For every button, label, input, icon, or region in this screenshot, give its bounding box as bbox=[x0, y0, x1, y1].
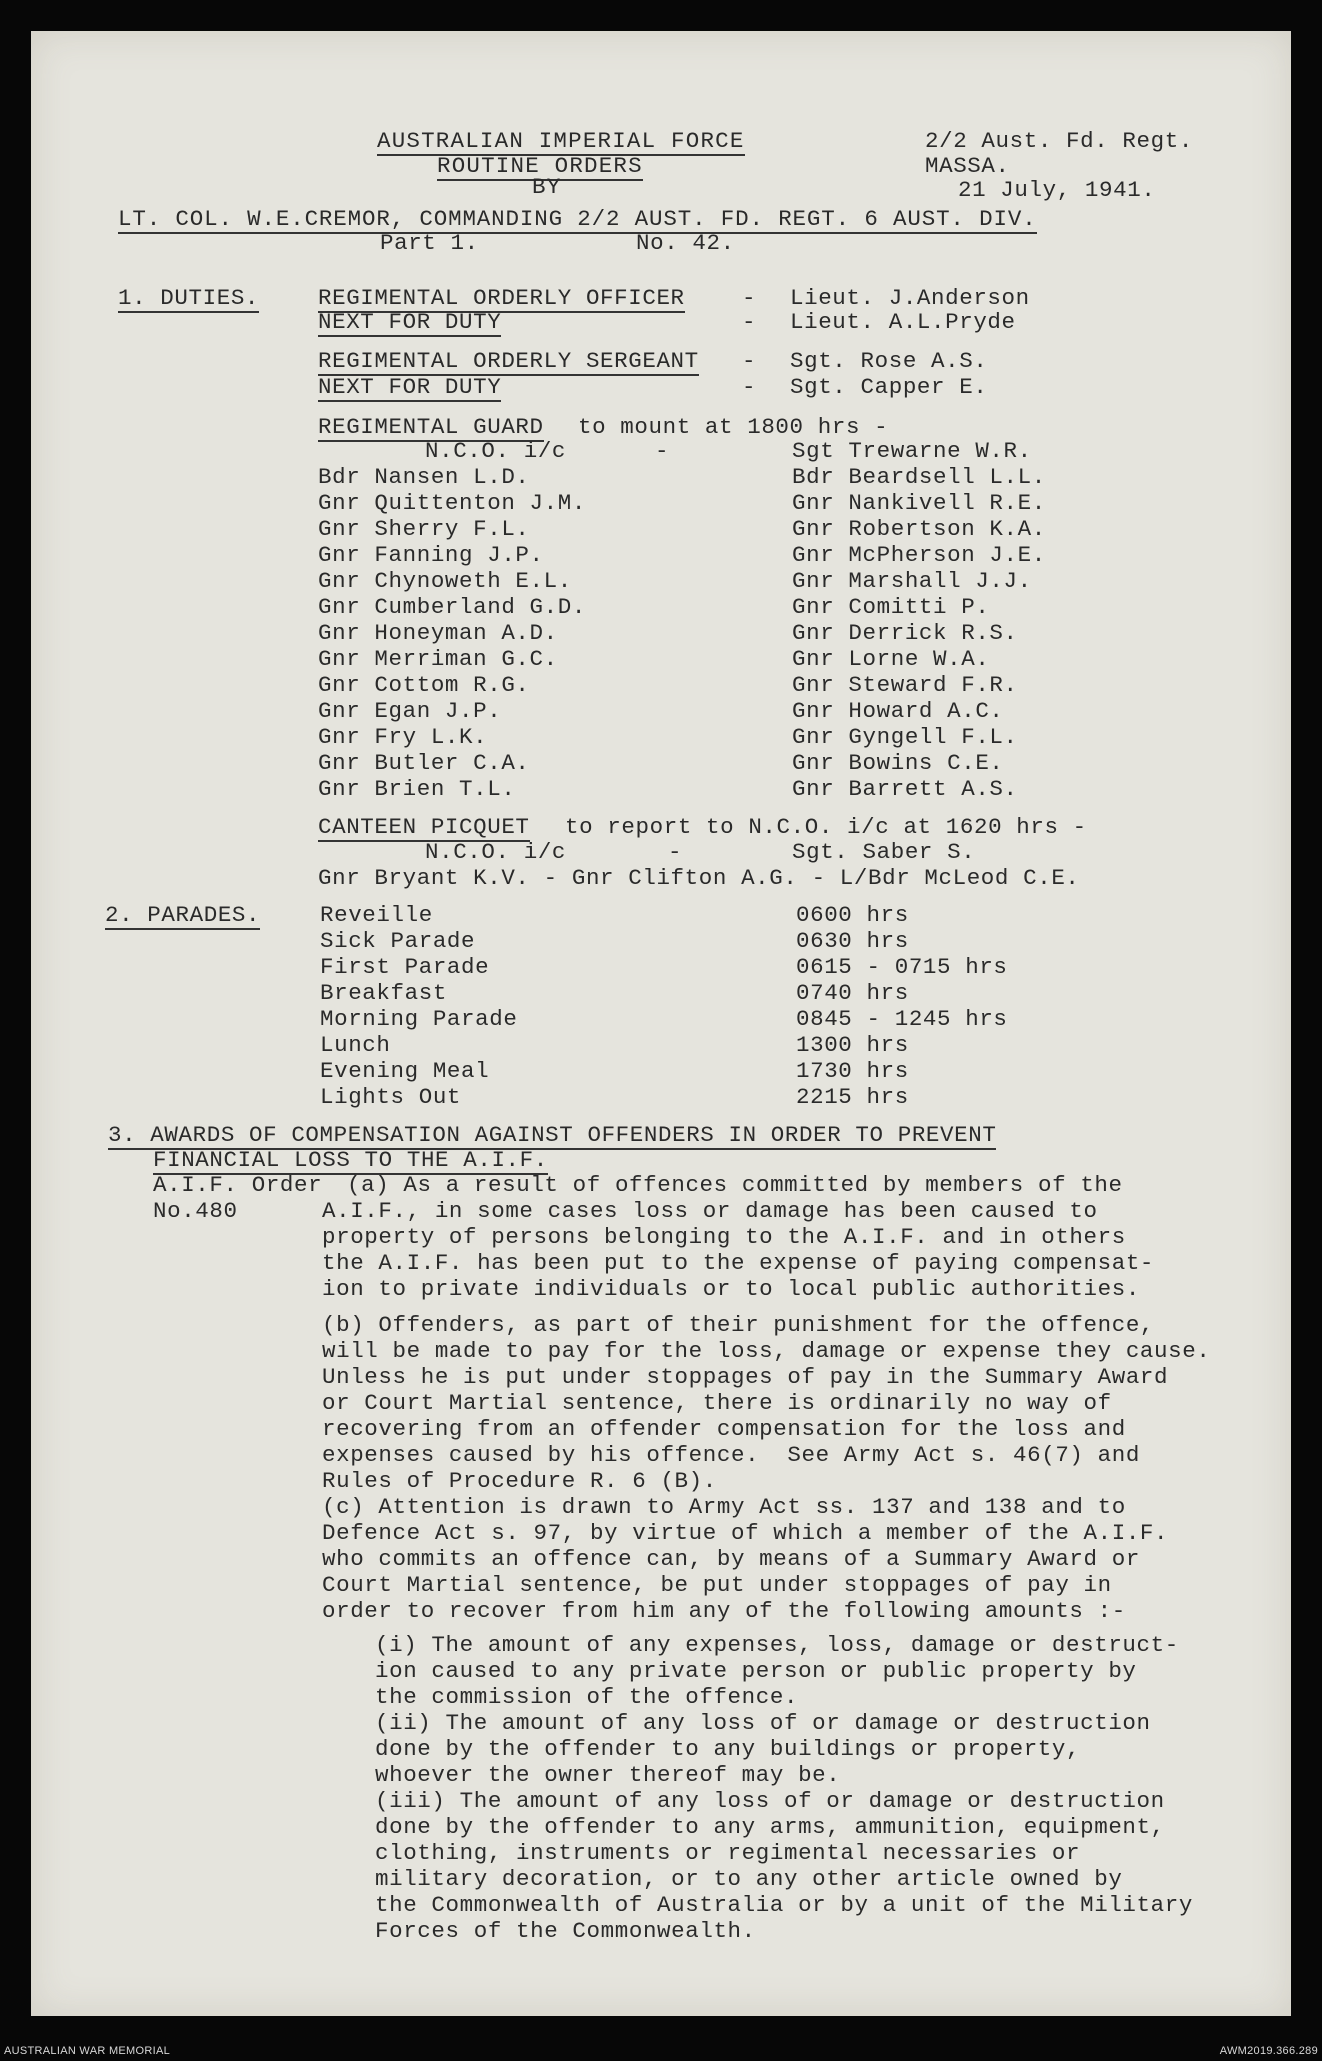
dash: - bbox=[668, 839, 683, 865]
parade-time: 2215 hrs bbox=[796, 1084, 909, 1110]
guard-title: REGIMENTAL GUARD bbox=[318, 414, 544, 440]
parade-name: Morning Parade bbox=[320, 1006, 518, 1032]
para-b-line: or Court Martial sentence, there is ordinarily no way of bbox=[322, 1390, 1112, 1416]
guard-right: Gnr Gyngell F.L. bbox=[792, 724, 1018, 750]
picquet-title: CANTEEN PICQUET bbox=[318, 814, 530, 840]
aif-order-reference: A.I.F. Order bbox=[153, 1172, 323, 1198]
order-date: 21 July, 1941. bbox=[958, 177, 1156, 203]
title-line-2: ROUTINE ORDERS bbox=[437, 153, 643, 179]
orderly-officer-name: Lieut. J.Anderson bbox=[790, 285, 1030, 311]
parade-time: 1300 hrs bbox=[796, 1032, 909, 1058]
guard-right: Gnr Howard A.C. bbox=[792, 698, 1004, 724]
commanding-officer-line: LT. COL. W.E.CREMOR, COMMANDING 2/2 AUST. FD. REGT. 6 AUST. DIV. bbox=[118, 206, 1037, 232]
sergeant-next-for-duty: NEXT FOR DUTY bbox=[318, 374, 502, 400]
sub-i-line: (i) The amount of any expenses, loss, damage or destruct- bbox=[375, 1632, 1179, 1658]
officer-next-name: Lieut. A.L.Pryde bbox=[790, 309, 1016, 335]
parades-heading: 2. PARADES. bbox=[105, 902, 261, 928]
parade-name: Breakfast bbox=[320, 980, 447, 1006]
guard-left: Gnr Chynoweth E.L. bbox=[318, 568, 572, 594]
guard-right: Gnr Nankivell R.E. bbox=[792, 490, 1046, 516]
para-a-first-line: (a) As a result of offences committed by members of the bbox=[347, 1172, 1123, 1198]
sub-ii-line: done by the offender to any buildings or property, bbox=[375, 1736, 1081, 1762]
para-b-line: Rules of Procedure R. 6 (B). bbox=[322, 1468, 717, 1494]
footer-archive-label: AUSTRALIAN WAR MEMORIAL bbox=[4, 2045, 171, 2057]
orderly-officer-role: REGIMENTAL ORDERLY OFFICER bbox=[318, 285, 685, 311]
sub-iii-line: the Commonwealth of Australia or by a unit of the Military bbox=[375, 1892, 1193, 1918]
para-c-line: Defence Act s. 97, by virtue of which a member of the A.I.F. bbox=[322, 1520, 1169, 1546]
sub-iii-line: military decoration, or to any other article owned by bbox=[375, 1866, 1123, 1892]
dash: - bbox=[655, 438, 670, 464]
officer-next-for-duty: NEXT FOR DUTY bbox=[318, 309, 502, 335]
picquet-members: Gnr Bryant K.V. - Gnr Clifton A.G. - L/Bdr McLeod C.E. bbox=[318, 865, 1080, 891]
awards-heading-line-1: 3. AWARDS OF COMPENSATION AGAINST OFFENDERS IN ORDER TO PREVENT bbox=[108, 1122, 997, 1148]
guard-left: Gnr Cottom R.G. bbox=[318, 672, 530, 698]
sub-i-line: the commission of the offence. bbox=[375, 1684, 799, 1710]
sub-ii-line: (ii) The amount of any loss of or damage or destruction bbox=[375, 1710, 1151, 1736]
parade-name: Lunch bbox=[320, 1032, 391, 1058]
para-b-line: recovering from an offender compensation for the loss and bbox=[322, 1416, 1126, 1442]
order-number: No. 42. bbox=[636, 230, 735, 256]
awards-heading-line-2: FINANCIAL LOSS TO THE A.I.F. bbox=[153, 1147, 548, 1173]
para-a-line: the A.I.F. has been put to the expense of paying compensat- bbox=[322, 1250, 1155, 1276]
guard-left: Gnr Quittenton J.M. bbox=[318, 490, 586, 516]
order-part: Part 1. bbox=[380, 230, 479, 256]
guard-right: Gnr Barrett A.S. bbox=[792, 776, 1018, 802]
sub-ii-line: whoever the owner thereof may be. bbox=[375, 1762, 841, 1788]
sub-iii-line: done by the offender to any arms, ammunition, equipment, bbox=[375, 1814, 1165, 1840]
guard-right: Bdr Beardsell L.L. bbox=[792, 464, 1046, 490]
parade-time: 0615 - 0715 hrs bbox=[796, 954, 1008, 980]
parade-name: Lights Out bbox=[320, 1084, 462, 1110]
para-b-line: (b) Offenders, as part of their punishment for the offence, bbox=[322, 1312, 1155, 1338]
para-a-line: A.I.F., in some cases loss or damage has been caused to bbox=[322, 1198, 1098, 1224]
sub-i-line: ion caused to any private person or public property by bbox=[375, 1658, 1137, 1684]
parade-time: 0630 hrs bbox=[796, 928, 909, 954]
guard-right: Gnr Robertson K.A. bbox=[792, 516, 1046, 542]
guard-left: Gnr Sherry F.L. bbox=[318, 516, 530, 542]
guard-nco-label: N.C.O. i/c bbox=[425, 438, 567, 464]
sub-iii-line: clothing, instruments or regimental necessaries or bbox=[375, 1840, 1081, 1866]
guard-right: Gnr Comitti P. bbox=[792, 594, 990, 620]
parade-name: Reveille bbox=[320, 902, 433, 928]
dash: - bbox=[742, 309, 757, 335]
parade-name: Evening Meal bbox=[320, 1058, 490, 1084]
picquet-text: to report to N.C.O. i/c at 1620 hrs - bbox=[565, 814, 1087, 840]
guard-left: Gnr Butler C.A. bbox=[318, 750, 530, 776]
para-c-line: (c) Attention is drawn to Army Act ss. 137 and 138 and to bbox=[322, 1494, 1126, 1520]
sub-iii-line: (iii) The amount of any loss of or damage or destruction bbox=[375, 1788, 1165, 1814]
guard-left: Gnr Fanning J.P. bbox=[318, 542, 544, 568]
para-a-line: ion to private individuals or to local public authorities. bbox=[322, 1276, 1140, 1302]
guard-left: Gnr Egan J.P. bbox=[318, 698, 502, 724]
footer-accession-number: AWM2019.366.289 bbox=[1219, 2045, 1318, 2057]
parade-name: Sick Parade bbox=[320, 928, 476, 954]
guard-left: Gnr Fry L.K. bbox=[318, 724, 488, 750]
guard-left: Bdr Nansen L.D. bbox=[318, 464, 530, 490]
orderly-sergeant-role: REGIMENTAL ORDERLY SERGEANT bbox=[318, 348, 699, 374]
guard-left: Gnr Cumberland G.D. bbox=[318, 594, 586, 620]
dash: - bbox=[742, 374, 757, 400]
dash: - bbox=[742, 285, 757, 311]
parade-time: 0600 hrs bbox=[796, 902, 909, 928]
picquet-nco-name: Sgt. Saber S. bbox=[792, 839, 976, 865]
guard-right: Gnr Steward F.R. bbox=[792, 672, 1018, 698]
para-b-line: expenses caused by his offence. See Army Act s. 46(7) and bbox=[322, 1442, 1140, 1468]
para-b-line: Unless he is put under stoppages of pay in the Summary Award bbox=[322, 1364, 1169, 1390]
aif-order-number: No.480 bbox=[153, 1198, 238, 1224]
guard-right: Gnr Marshall J.J. bbox=[792, 568, 1032, 594]
para-a-line: property of persons belonging to the A.I.F. and in others bbox=[322, 1224, 1126, 1250]
guard-nco-name: Sgt Trewarne W.R. bbox=[792, 438, 1032, 464]
title-line-3: BY bbox=[532, 174, 562, 200]
guard-right: Gnr Lorne W.A. bbox=[792, 646, 990, 672]
sub-iii-line: Forces of the Commonwealth. bbox=[375, 1918, 756, 1944]
para-c-line: order to recover from him any of the following amounts :- bbox=[322, 1598, 1126, 1624]
guard-right: Gnr Bowins C.E. bbox=[792, 750, 1004, 776]
orderly-sergeant-name: Sgt. Rose A.S. bbox=[790, 348, 988, 374]
parade-name: First Parade bbox=[320, 954, 490, 980]
guard-left: Gnr Honeyman A.D. bbox=[318, 620, 558, 646]
para-b-line: will be made to pay for the loss, damage or expense they cause. bbox=[322, 1338, 1211, 1364]
guard-left: Gnr Merriman G.C. bbox=[318, 646, 558, 672]
title-line-1: AUSTRALIAN IMPERIAL FORCE bbox=[377, 128, 745, 154]
guard-text: to mount at 1800 hrs - bbox=[578, 414, 889, 440]
duties-heading: 1. DUTIES. bbox=[118, 285, 260, 311]
parade-time: 0845 - 1245 hrs bbox=[796, 1006, 1008, 1032]
guard-left: Gnr Brien T.L. bbox=[318, 776, 516, 802]
sergeant-next-name: Sgt. Capper E. bbox=[790, 374, 988, 400]
para-c-line: who commits an offence can, by means of a Summary Award or bbox=[322, 1546, 1140, 1572]
para-c-line: Court Martial sentence, be put under stoppages of pay in bbox=[322, 1572, 1112, 1598]
parade-time: 0740 hrs bbox=[796, 980, 909, 1006]
unit-name: 2/2 Aust. Fd. Regt. bbox=[925, 128, 1193, 154]
dash: - bbox=[742, 348, 757, 374]
location: MASSA. bbox=[925, 153, 1010, 179]
picquet-nco-label: N.C.O. i/c bbox=[425, 839, 567, 865]
guard-right: Gnr Derrick R.S. bbox=[792, 620, 1018, 646]
parade-time: 1730 hrs bbox=[796, 1058, 909, 1084]
guard-right: Gnr McPherson J.E. bbox=[792, 542, 1046, 568]
